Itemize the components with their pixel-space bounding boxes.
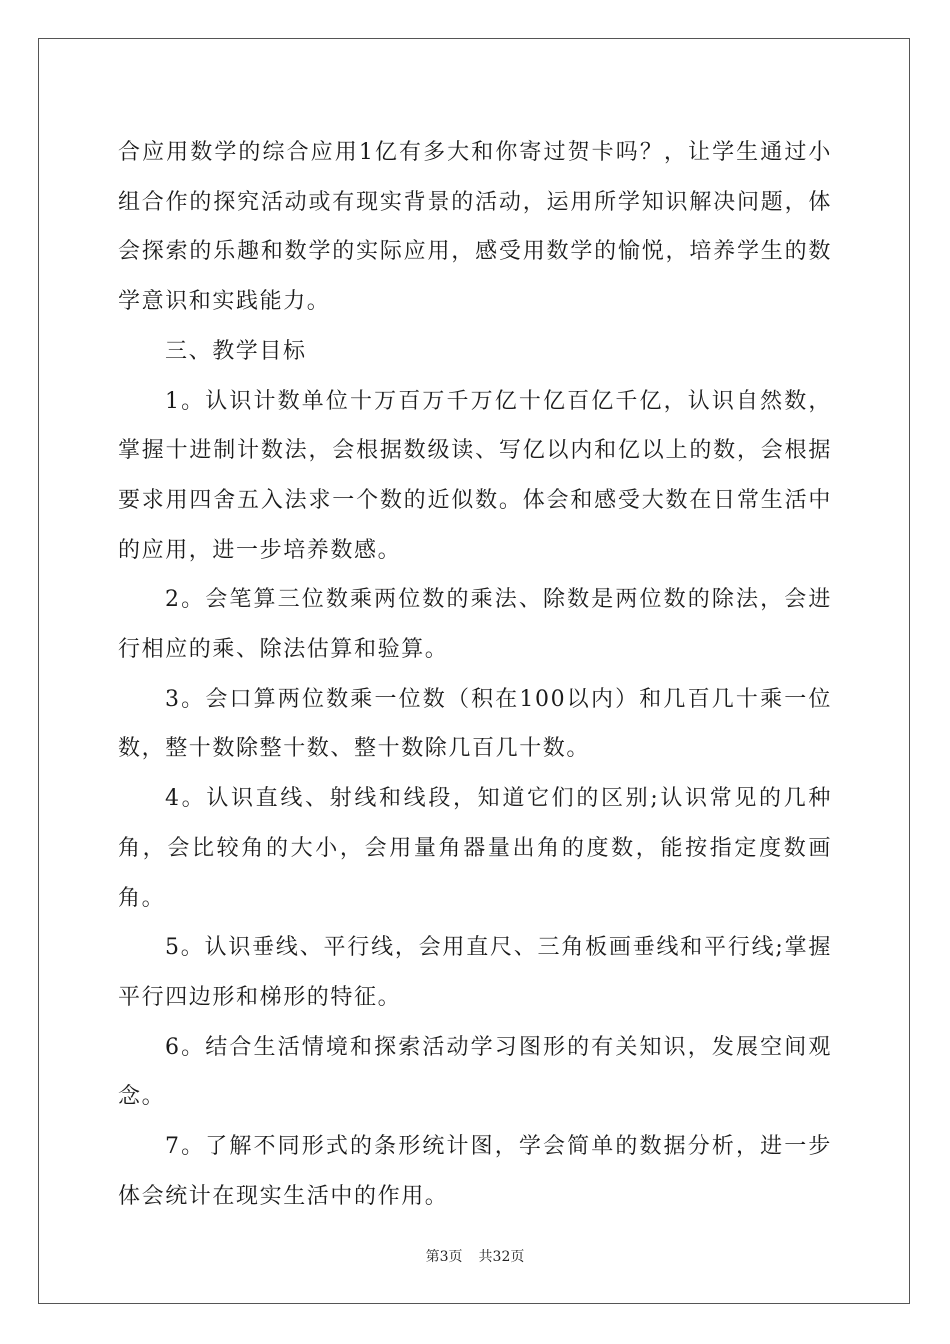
- page-total: 共32页: [478, 1249, 525, 1265]
- objective-item: 2。会笔算三位数乘两位数的乘法、除数是两位数的除法，会进行相应的乘、除法估算和验算。: [118, 587, 832, 663]
- objective-item: 6。结合生活情境和探索活动学习图形的有关知识，发展空间观念。: [118, 1034, 832, 1110]
- paragraph-continuation: 合应用数学的综合应用1亿有多大和你寄过贺卡吗？，让学生通过小组合作的探究活动或有现实背景的活动，运用所学知识解决问题，体会探索的乐趣和数学的实际应用，感受用数学的愉悦，培养学生的数学意识和实践能力。: [118, 140, 832, 315]
- objective-item: 1。认识计数单位十万百万千万亿十亿百亿千亿，认识自然数，掌握十进制计数法，会根据数级读、写亿以内和亿以上的数，会根据要求用四舍五入法求一个数的近似数。体会和感受大数在日常生活中的应用，进一步培养数感。: [118, 388, 832, 563]
- objective-item: 3。会口算两位数乘一位数（积在100以内）和几百几十乘一位数，整十数除整十数、整十数除几百几十数。: [118, 686, 832, 762]
- objective-item: 7。了解不同形式的条形统计图，学会简单的数据分析，进一步体会统计在现实生活中的作用。: [118, 1134, 832, 1209]
- objective-item: 5。认识垂线、平行线，会用直尺、三角板画垂线和平行线;掌握平行四边形和梯形的特征。: [118, 935, 832, 1010]
- page-footer: [0, 1246, 950, 1266]
- section-heading: 三、教学目标: [165, 338, 307, 364]
- document-body: [118, 128, 832, 1221]
- page-number: 第3页: [425, 1249, 463, 1265]
- objective-item: 4。认识直线、射线和线段，知道它们的区别;认识常见的几种角，会比较角的大小，会用量角器量出角的度数，能按指定度数画角。: [118, 786, 832, 911]
